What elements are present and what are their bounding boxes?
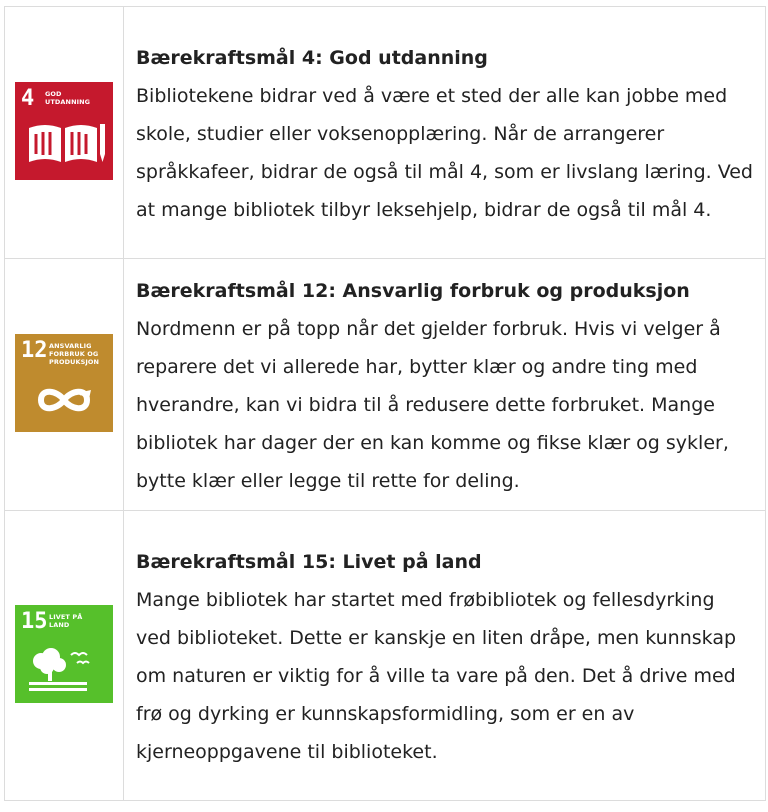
text-cell <box>124 511 766 801</box>
goal-label-line: LAND <box>49 620 70 629</box>
infinity-loop-icon <box>15 334 113 432</box>
icon-cell <box>5 511 124 801</box>
sdg-table <box>4 6 766 801</box>
sdg-badge-goal-12 <box>15 334 113 432</box>
table-row <box>5 511 766 801</box>
goal-label-line: FORBRUK OG <box>49 349 99 358</box>
icon-cell <box>5 7 124 259</box>
goal-label-line: ANSVARLIG <box>49 341 92 350</box>
table-row <box>5 7 766 259</box>
goal-title: Bærekraftsmål 15: Livet på land <box>136 550 482 573</box>
goal-title: Bærekraftsmål 4: God utdanning <box>136 46 488 69</box>
text-cell <box>124 259 766 511</box>
goal-label-line: GOD <box>45 89 62 98</box>
goal-label-line: UTDANNING <box>45 97 91 106</box>
goal-description: Bibliotekene bidrar ved å være et sted der alle kan jobbe med skole, studier eller voksenopplæring. Når de arrangerer språkkafeer, bidrar de også til mål 4, som er livslang læring. Ved at mange bibliotek tilbyr leksehjelp, bidrar de også til mål 4. <box>136 84 753 221</box>
goal-description: Nordmenn er på topp når det gjelder forbruk. Hvis vi velger å reparere det vi allerede har, bytter klær og andre ting med hverandre, kan vi bidra til å redusere dette forbruket. Mange bibliotek har dager der en kan komme og fikse klær og sykler, bytte klær eller legge til rette for deling. <box>136 317 729 492</box>
sdg-badge-goal-15 <box>15 605 113 703</box>
goal-label-line: LIVET PÅ <box>49 612 83 621</box>
sdg-badge-goal-4 <box>15 82 113 180</box>
goal-title: Bærekraftsmål 12: Ansvarlig forbruk og produksjon <box>136 279 690 302</box>
text-cell <box>124 7 766 259</box>
goal-number: 15 <box>21 608 48 634</box>
goal-number: 4 <box>21 85 35 111</box>
tree-birds-icon <box>15 605 113 703</box>
book-pencil-icon <box>15 82 113 180</box>
table-row <box>5 259 766 511</box>
goal-label-line: PRODUKSJON <box>49 357 100 366</box>
goal-description: Mange bibliotek har startet med frøbibliotek og fellesdyrking ved biblioteket. Dette er kanskje en liten dråpe, men kunnskap om naturen er viktig for å ville ta vare på den. Det å drive med frø og dyrking er kunnskapsformidling, som er en av kjerneoppgavene til biblioteket. <box>136 588 737 763</box>
icon-cell <box>5 259 124 511</box>
goal-number: 12 <box>21 337 48 363</box>
